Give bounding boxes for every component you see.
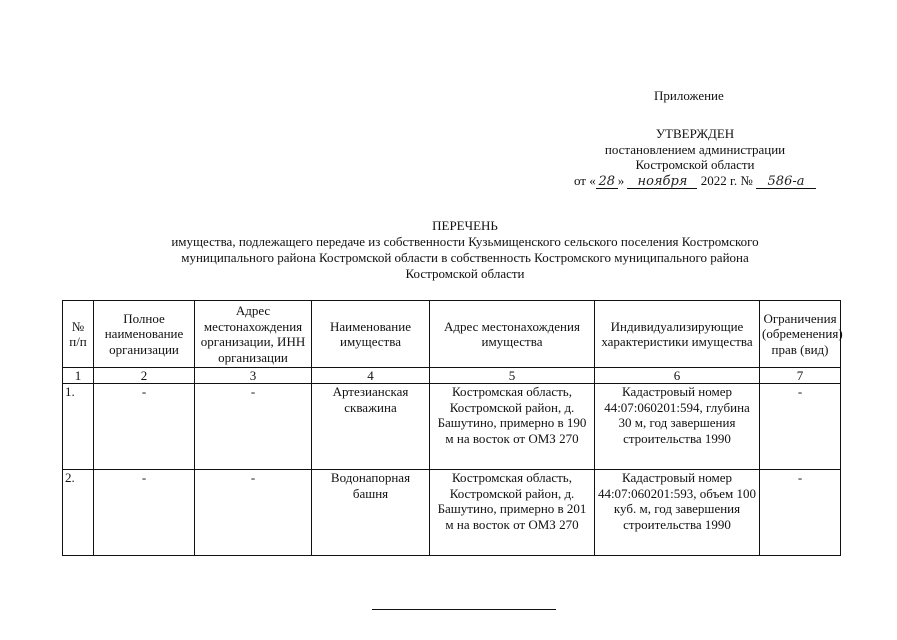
property-table [62,300,841,556]
header-cell-number: № п/п [63,301,94,368]
date-year: 2022 г. № [700,172,753,188]
approval-line-2: Костромской области [635,157,755,172]
heading-line-3: Костромской области [405,266,525,281]
row-characteristics: Кадастровый номер 44:07:060201:594, глубина 30 м, год завершения строительства 1990 [595,384,760,470]
header-cell-org-name: Полное наименование организации [94,301,195,368]
row-index: 1. [63,384,94,470]
header-cell-restrictions: Ограничения (обременения) прав (вид) [760,301,841,368]
column-number: 1 [63,368,94,384]
handwritten-number: 586-а [756,175,816,189]
row-property-name: Водонапорная башня [312,470,430,556]
table-row [63,470,841,556]
document-heading [110,218,820,282]
column-number: 6 [595,368,760,384]
row-restrictions: - [760,470,841,556]
table-column-numbers-row [63,368,841,384]
row-org-name: - [94,470,195,556]
approval-date-line [560,173,830,189]
row-org-address: - [195,470,312,556]
date-quote-close: » [617,172,625,188]
handwritten-day: 28 [596,175,618,189]
heading-title: ПЕРЕЧЕНЬ [432,218,498,233]
row-org-address: - [195,384,312,470]
row-characteristics: Кадастровый номер 44:07:060201:593, объем 100 куб. м, год завершения строительства 1990 [595,470,760,556]
handwritten-month: ноября [627,175,697,189]
row-property-address: Костромская область, Костромской район, д. Башутино, примерно в 201 м на восток от ОМЗ 270 [430,470,595,556]
row-index: 2. [63,470,94,556]
column-number: 3 [195,368,312,384]
approval-block [560,126,830,189]
row-property-address: Костромская область, Костромской район, д. Башутино, примерно в 190 м на восток от ОМЗ 270 [430,384,595,470]
header-cell-property-address: Адрес местонахождения имущества [430,301,595,368]
row-property-name: Артезианская скважина [312,384,430,470]
appendix-label: Приложение [654,88,724,103]
header-cell-org-address: Адрес местонахождения организации, ИНН организации [195,301,312,368]
table-row [63,384,841,470]
closing-divider [372,609,556,610]
heading-line-1: имущества, подлежащего передаче из собственности Кузьмищенского сельского поселения Костромского [171,234,759,249]
table-header-row [63,301,841,368]
column-number: 7 [760,368,841,384]
column-number: 5 [430,368,595,384]
heading-line-2: муниципального района Костромской области в собственность Костромского муниципального района [181,250,749,265]
row-restrictions: - [760,384,841,470]
header-cell-property-name: Наименование имущества [312,301,430,368]
approval-line-1: постановлением администрации [604,141,786,157]
row-org-name: - [94,384,195,470]
date-prefix: от « [573,172,596,188]
column-number: 4 [312,368,430,384]
approval-title: УТВЕРЖДЕН [655,126,735,141]
column-number: 2 [94,368,195,384]
header-cell-characteristics: Индивидуализирующие характеристики имущества [595,301,760,368]
